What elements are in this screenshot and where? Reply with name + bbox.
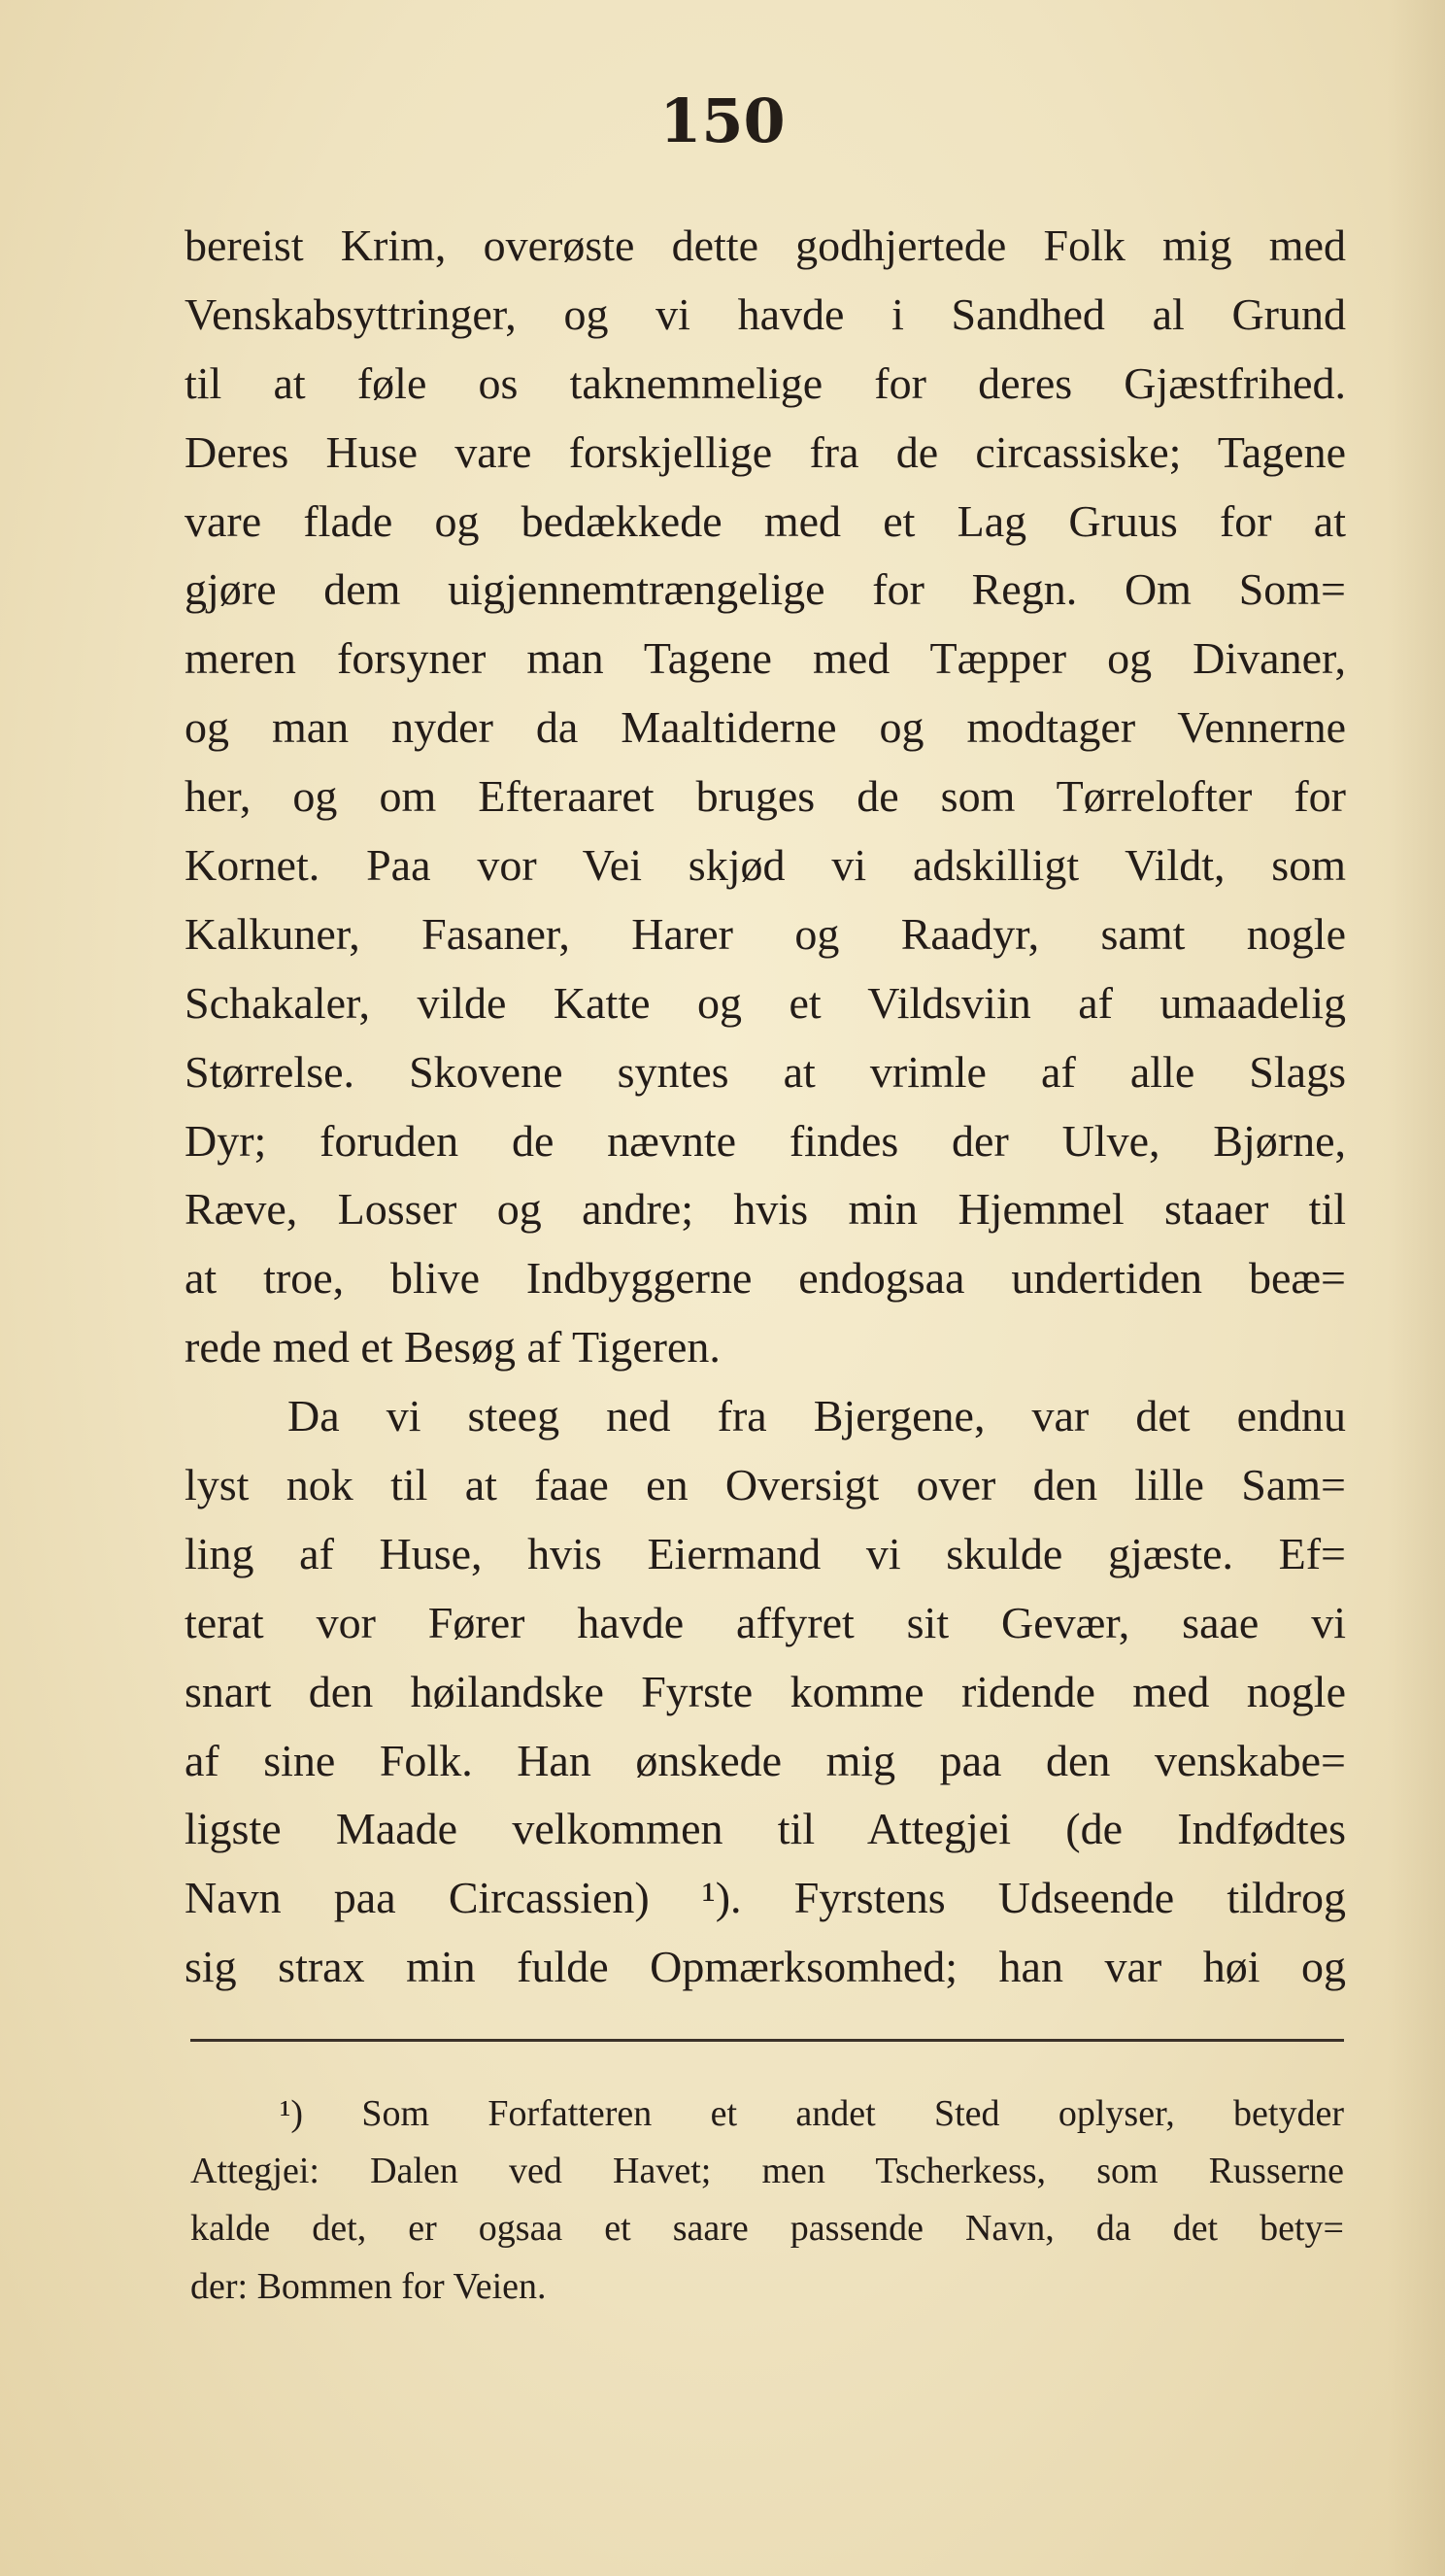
- body-line: lyst nok til at faae en Oversigt over den lille Sam=: [185, 1460, 1346, 1510]
- body-line: Størrelse. Skovene syntes at vrimle af alle Slags: [185, 1046, 1346, 1097]
- footnote-line: der: Bommen for Veien.: [190, 2265, 547, 2307]
- body-line: vare flade og bedækkede med et Lag Gruus for at: [185, 495, 1346, 546]
- body-line: meren forsyner man Tagene med Tæpper og Divaner,: [185, 633, 1346, 684]
- body-line: til at føle os taknemmelige for deres Gjæstfrihed.: [185, 357, 1346, 408]
- body-line: af sine Folk. Han ønskede mig paa den venskabe=: [185, 1735, 1346, 1785]
- body-line: Ræve, Losser og andre; hvis min Hjemmel staaer til: [185, 1184, 1346, 1235]
- body-line: ligste Maade velkommen til Attegjei (de Indfødtes: [185, 1804, 1346, 1854]
- body-line: Deres Huse vare forskjellige fra de circassiske; Tagene: [185, 426, 1346, 477]
- body-line: Venskabsyttringer, og vi havde i Sandhed al Grund: [185, 288, 1346, 339]
- footnote-line: kalde det, er ogsaa et saare passende Navn, da det bety=: [190, 2208, 1344, 2250]
- body-line: her, og om Efteraaret bruges de som Tørrelofter for: [185, 771, 1346, 822]
- body-line: bereist Krim, overøste dette godhjertede Folk mig med: [185, 220, 1346, 270]
- body-line: Kornet. Paa vor Vei skjød vi adskilligt Vildt, som: [185, 840, 1346, 891]
- footnote-separator-rule: [190, 2039, 1344, 2042]
- body-line: sig strax min fulde Opmærksomhed; han var høi og: [185, 1942, 1346, 1992]
- body-line: terat vor Fører havde affyret sit Gevær, saae vi: [185, 1597, 1346, 1647]
- footnote: [190, 2085, 1344, 2316]
- body-line: gjøre dem uigjennemtrængelige for Regn. Om Som=: [185, 564, 1346, 615]
- paragraph-end-line: rede med et Besøg af Tigeren.: [185, 1322, 721, 1373]
- body-line: Schakaler, vilde Katte og et Vildsviin af umaadelig: [185, 977, 1346, 1028]
- body-text: [185, 212, 1346, 2002]
- body-line: at troe, blive Indbyggerne endogsaa undertiden beæ=: [185, 1253, 1346, 1304]
- body-line: og man nyder da Maaltiderne og modtager Vennerne: [185, 702, 1346, 753]
- page-number: 150: [659, 85, 786, 156]
- body-line: Kalkuner, Fasaner, Harer og Raadyr, samt nogle: [185, 908, 1346, 959]
- footnote-line: ¹) Som Forfatteren et andet Sted oplyser, betyder: [280, 2093, 1344, 2134]
- body-line: snart den høilandske Fyrste komme ridende med nogle: [185, 1666, 1346, 1716]
- paragraph-start-line: Da vi steeg ned fra Bjergene, var det endnu: [287, 1391, 1346, 1441]
- body-line: ling af Huse, hvis Eiermand vi skulde gjæste. Ef=: [185, 1528, 1346, 1578]
- body-line: Navn paa Circassien) ¹). Fyrstens Udseende tildrog: [185, 1873, 1346, 1923]
- body-line: Dyr; foruden de nævnte findes der Ulve, Bjørne,: [185, 1115, 1346, 1166]
- footnote-line: Attegjei: Dalen ved Havet; men Tscherkess, som Russerne: [190, 2151, 1344, 2192]
- page-edge-shading: [1387, 0, 1445, 2576]
